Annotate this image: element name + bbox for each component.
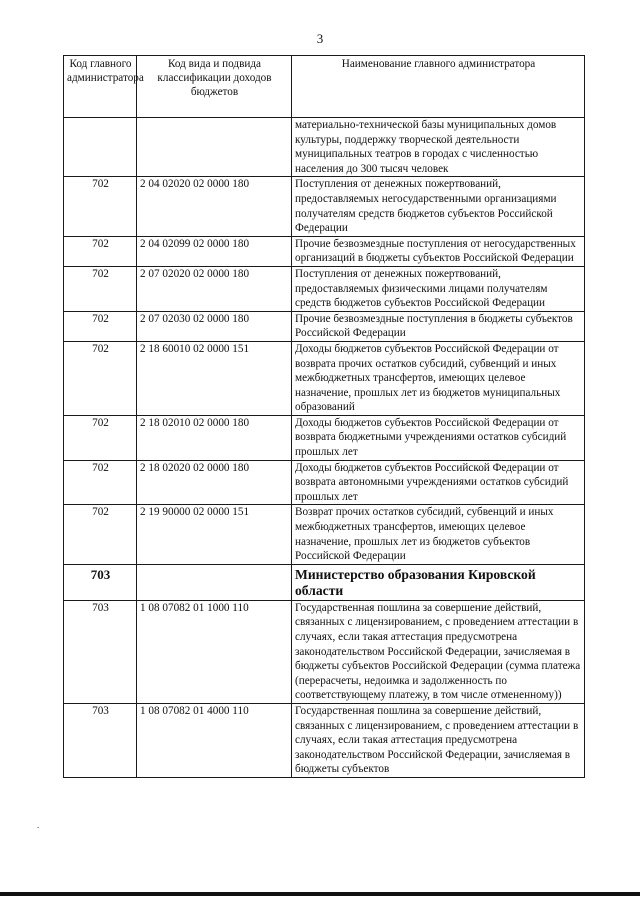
table-row [64,505,585,564]
table-row [64,600,585,703]
cell-admin-code: 702 [64,460,137,505]
section-kbk-code [137,564,292,600]
scan-bottom-rule [0,892,640,896]
cell-admin-name: Доходы бюджетов субъектов Российской Федерации от возврата автономными учреждениями остатков субсидий прошлых лет [292,460,585,505]
cell-kbk-code: 2 18 02010 02 0000 180 [137,415,292,460]
table-row [64,311,585,341]
cell-admin-name: Государственная пошлина за совершение действий, связанных с лицензированием, с проведением аттестации в случаях, если такая аттестация предусмотрена законодательством Российской Федерации, зачисляемая в бюджеты субъектов Российской Федерации (сумма платежа (перерасчеты, недоимка и задолженность по соответствующему платежу, в том числе отмененному)) [292,600,585,703]
cell-admin-code [64,118,137,177]
header-admin-name: Наименование главного администратора [292,56,585,118]
cell-kbk-code: 2 19 90000 02 0000 151 [137,505,292,564]
cell-admin-name: Государственная пошлина за совершение действий, связанных с лицензированием, с проведением аттестации в случаях, если такая аттестация предусмотрена законодательством Российской Федерации, зачисляемая в бюджеты субъектов [292,703,585,777]
cell-admin-code: 702 [64,415,137,460]
cell-kbk-code: 1 08 07082 01 4000 110 [137,703,292,777]
cell-kbk-code: 2 07 02020 02 0000 180 [137,266,292,311]
cell-admin-code: 703 [64,600,137,703]
cell-admin-code: 702 [64,177,137,236]
cell-admin-name: Прочие безвозмездные поступления от негосударственных организаций в бюджеты субъектов Российской Федерации [292,236,585,266]
table-row [64,341,585,415]
cell-admin-code: 702 [64,341,137,415]
table-row [64,460,585,505]
margin-mark: . [37,820,40,830]
cell-admin-name: Доходы бюджетов субъектов Российской Федерации от возврата бюджетными учреждениями остатков субсидий прошлых лет [292,415,585,460]
header-admin-code: Код главного администратора [64,56,137,118]
cell-kbk-code: 1 08 07082 01 1000 110 [137,600,292,703]
section-admin-name: Министерство образования Кировской области [292,564,585,600]
cell-admin-name: материально-технической базы муниципальных домов культуры, поддержку творческой деятельности муниципальных театров в городах с численностью населения до 300 тысяч человек [292,118,585,177]
table-row [64,177,585,236]
table-row [64,703,585,777]
table-row [64,415,585,460]
section-admin-code: 703 [64,564,137,600]
table-header-row [64,56,585,118]
cell-admin-code: 702 [64,311,137,341]
cell-admin-code: 702 [64,266,137,311]
cell-admin-code: 702 [64,505,137,564]
cell-admin-name: Возврат прочих остатков субсидий, субвенций и иных межбюджетных трансфертов, имеющих целевое назначение, прошлых лет из бюджетов субъектов Российской Федерации [292,505,585,564]
cell-kbk-code: 2 18 02020 02 0000 180 [137,460,292,505]
page-number: 3 [316,31,324,46]
header-kbk-code: Код вида и подвида классификации доходов бюджетов [137,56,292,118]
cell-kbk-code: 2 04 02020 02 0000 180 [137,177,292,236]
cell-admin-name: Поступления от денежных пожертвований, предоставляемых негосударственными организациями получателям средств бюджетов субъектов Российской Федерации [292,177,585,236]
table-row [64,118,585,177]
cell-kbk-code: 2 07 02030 02 0000 180 [137,311,292,341]
cell-admin-name: Поступления от денежных пожертвований, предоставляемых физическими лицами получателям средств бюджетов субъектов Российской Федерации [292,266,585,311]
cell-kbk-code: 2 18 60010 02 0000 151 [137,341,292,415]
table-row [64,266,585,311]
revenue-administrators-table [63,55,585,778]
cell-admin-code: 702 [64,236,137,266]
cell-admin-code: 703 [64,703,137,777]
cell-kbk-code: 2 04 02099 02 0000 180 [137,236,292,266]
cell-kbk-code [137,118,292,177]
cell-admin-name: Прочие безвозмездные поступления в бюджеты субъектов Российской Федерации [292,311,585,341]
table-row [64,236,585,266]
section-row [64,564,585,600]
cell-admin-name: Доходы бюджетов субъектов Российской Федерации от возврата прочих остатков субсидий, субвенций и иных межбюджетных трансфертов, имеющих целевое назначение, прошлых лет из бюджетов муниципальных образований [292,341,585,415]
